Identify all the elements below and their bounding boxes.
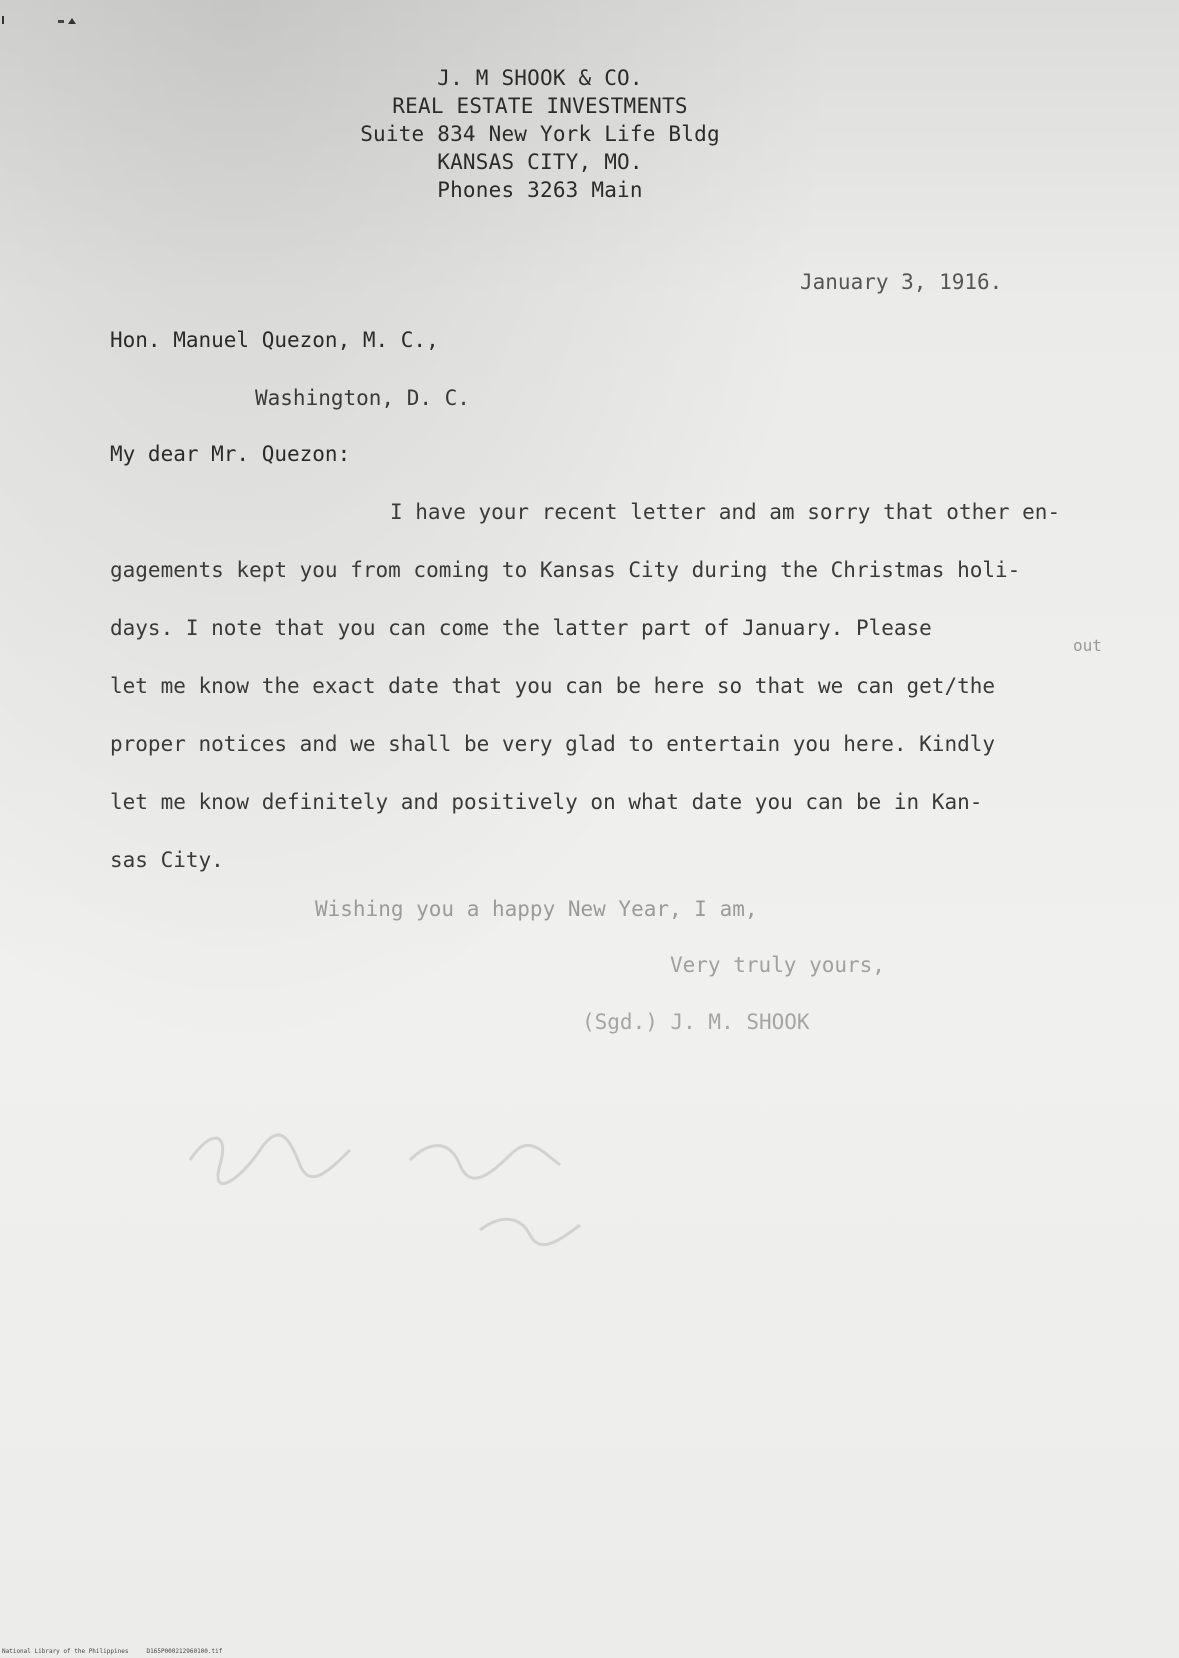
body-line-7: sas City. [110,848,224,872]
body-line-6: let me know definitely and positively on what date you can be in Kan- [110,790,983,814]
company-name: J. M SHOOK & CO. [437,66,643,90]
letter-date: January 3, 1916. [800,270,1003,294]
company-address: Suite 834 New York Life Bldg [360,122,720,146]
signature: (Sgd.) J. M. SHOOK [582,1010,810,1034]
closing-wish: Wishing you a happy New Year, I am, [315,897,758,921]
company-phones: Phones 3263 Main [437,178,643,202]
recipient-city: Washington, D. C. [255,386,470,410]
valediction: Very truly yours, [670,953,885,977]
recipient-name: Hon. Manuel Quezon, M. C., [110,328,439,352]
letterhead [300,64,780,204]
body-line-2: gagements kept you from coming to Kansas City during the Christmas holi- [110,558,1021,582]
salutation: My dear Mr. Quezon: [110,442,351,466]
faint-handwriting-mark [180,1120,980,1270]
business-type: REAL ESTATE INVESTMENTS [392,94,688,118]
inserted-word: out [1073,636,1102,655]
body-line-4: let me know the exact date that you can be here so that we can get/the [110,674,996,698]
body-line-3: days. I note that you can come the latter part of January. Please [110,616,932,640]
archive-footer [2,1648,222,1655]
body-line-1: I have your recent letter and am sorry that other en- [390,500,1061,524]
corner-marks [0,10,120,40]
body-line-5: proper notices and we shall be very glad to entertain you here. Kindly [110,732,996,756]
archive-file: D165P000212960100.tif [146,1648,223,1655]
archive-name: National Library of the Philippines [2,1648,129,1655]
company-city: KANSAS CITY, MO. [437,150,643,174]
